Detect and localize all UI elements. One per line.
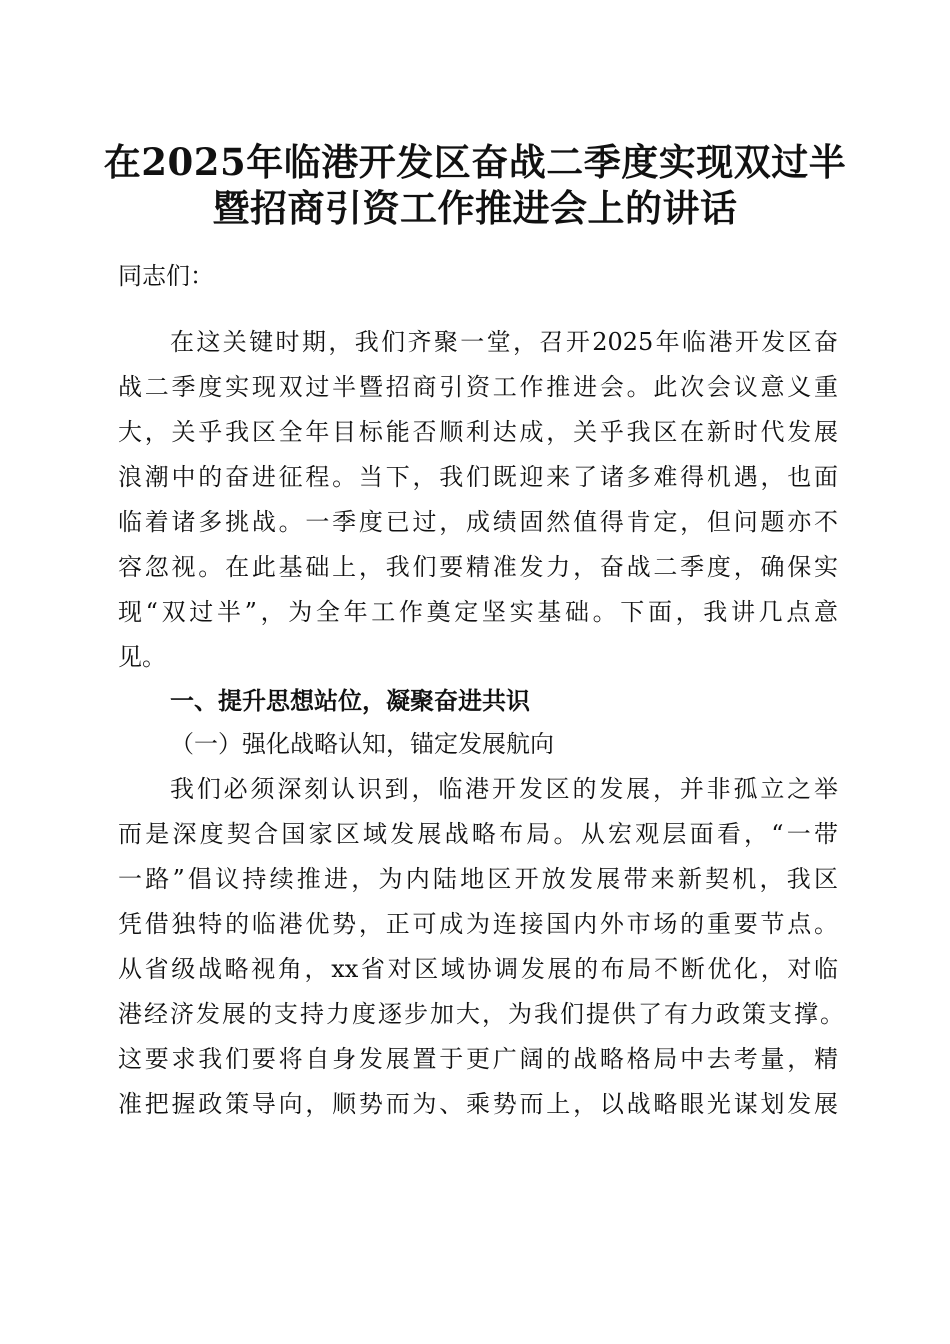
body-line: 港经济发展的支持力度逐步加大，为我们提供了有力政策支撑。 [118, 1000, 844, 1028]
intro-line: 战二季度实现双过半暨招商引资工作推进会。此次会议意义重 [118, 373, 838, 401]
body-line: 这要求我们要将自身发展置于更广阔的战略格局中去考量，精 [118, 1045, 838, 1073]
intro-line: 在这关键时期，我们齐聚一堂，召开2025年临港开发区奋 [170, 328, 838, 356]
intro-line: 容忽视。在此基础上，我们要精准发力，奋战二季度，确保实 [118, 553, 838, 581]
salutation: 同志们： [118, 262, 214, 290]
body-line: 从省级战略视角，xx省对区域协调发展的布局不断优化，对临 [118, 955, 838, 983]
intro-line: 现“双过半”，为全年工作奠定坚实基础。下面，我讲几点意 [118, 598, 838, 626]
intro-line: 大，关乎我区全年目标能否顺利达成，关乎我区在新时代发展 [118, 418, 838, 446]
intro-line: 临着诸多挑战。一季度已过，成绩固然值得肯定，但问题亦不 [118, 508, 838, 536]
section-subheading: （一）强化战略认知，锚定发展航向 [170, 730, 554, 758]
intro-line: 见。 [118, 643, 166, 671]
body-line: 一路”倡议持续推进，为内陆地区开放发展带来新契机，我区 [118, 865, 838, 893]
body-line: 我们必须深刻认识到，临港开发区的发展，并非孤立之举 [170, 775, 838, 803]
document-title-line-1: 在2025年临港开发区奋战二季度实现双过半 [103, 140, 847, 184]
body-line: 准把握政策导向，顺势而为、乘势而上，以战略眼光谋划发展 [118, 1090, 838, 1118]
intro-line: 浪潮中的奋进征程。当下，我们既迎来了诸多难得机遇，也面 [118, 463, 838, 491]
body-line: 而是深度契合国家区域发展战略布局。从宏观层面看，“一带 [118, 820, 838, 848]
body-line: 凭借独特的临港优势，正可成为连接国内外市场的重要节点。 [118, 910, 838, 938]
section-heading: 一、提升思想站位，凝聚奋进共识 [170, 687, 530, 715]
document-title-line-2: 暨招商引资工作推进会上的讲话 [212, 186, 738, 230]
